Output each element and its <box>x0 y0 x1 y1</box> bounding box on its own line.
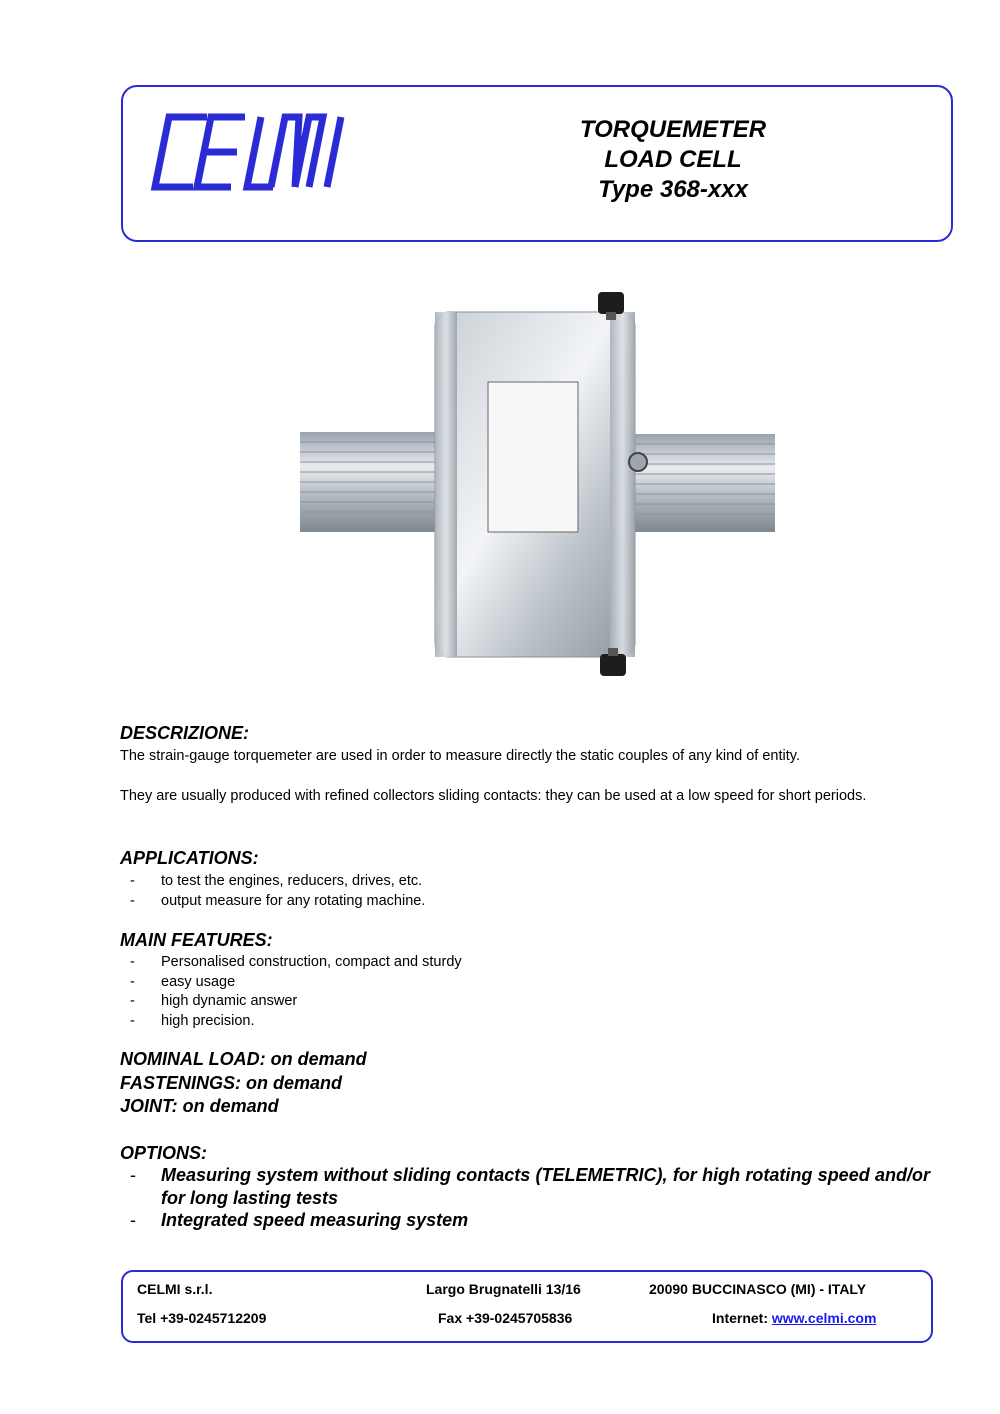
dash-bullet: - <box>130 892 135 909</box>
applications-heading: APPLICATIONS: <box>120 848 259 868</box>
website-link[interactable]: www.celmi.com <box>771 1310 877 1326</box>
dash-bullet: - <box>130 1012 135 1029</box>
description-paragraph-1: The strain-gauge torquemeter are used in order to measure directly the static couples of any kind of entity. <box>120 748 800 764</box>
dash-bullet: - <box>130 1165 136 1185</box>
footer-address: Largo Brugnatelli 13/16 <box>426 1281 581 1297</box>
footer-fax: Fax +39-0245705836 <box>438 1310 573 1326</box>
footer-internet <box>712 1310 876 1326</box>
dash-bullet: - <box>130 993 135 1009</box>
options-list <box>120 1164 930 1232</box>
dash-bullet: - <box>130 954 135 970</box>
list-item: - high precision. <box>120 1012 930 1032</box>
description-heading: DESCRIZIONE: <box>120 723 250 743</box>
footer-tel: Tel +39-0245712209 <box>137 1310 267 1326</box>
features-list <box>120 953 930 1031</box>
title-line-2: LOAD CELL <box>604 146 742 173</box>
list-item: - Personalised construction, compact and sturdy <box>120 953 930 973</box>
footer-city: 20090 BUCCINASCO (MI) - ITALY <box>649 1281 867 1297</box>
list-item: - output measure for any rotating machine. <box>120 892 930 912</box>
spec-fastenings: FASTENINGS: on demand <box>120 1073 343 1093</box>
dash-bullet: - <box>130 1210 136 1230</box>
description-paragraph-2: They are usually produced with refined collectors sliding contacts: they can be used at a low speed for short periods. <box>120 788 867 804</box>
features-heading: MAIN FEATURES: <box>120 930 273 950</box>
options-heading: OPTIONS: <box>120 1143 208 1163</box>
spec-nominal-load: NOMINAL LOAD: on demand <box>120 1049 367 1069</box>
list-item: - easy usage <box>120 973 930 993</box>
celmi-logo <box>145 111 355 193</box>
list-item: - to test the engines, reducers, drives, etc. <box>120 872 930 892</box>
list-item: - high dynamic answer <box>120 992 930 1012</box>
spec-joint: JOINT: on demand <box>120 1096 279 1116</box>
title-line-1: TORQUEMETER <box>579 116 767 143</box>
applications-list <box>120 872 930 911</box>
footer-internet-label: Internet: <box>712 1310 772 1326</box>
list-item: - Integrated speed measuring system <box>130 1210 469 1230</box>
list-item: - Measuring system without sliding contacts (TELEMETRIC), for high rotating speed and/or for long lasting tests <box>130 1165 930 1208</box>
footer-company: CELMI s.r.l. <box>137 1281 213 1297</box>
dash-bullet: - <box>130 873 135 889</box>
document-title <box>548 115 798 205</box>
torquemeter-photo <box>290 282 780 692</box>
title-line-3: Type 368-xxx <box>598 176 748 203</box>
dash-bullet: - <box>130 973 135 990</box>
